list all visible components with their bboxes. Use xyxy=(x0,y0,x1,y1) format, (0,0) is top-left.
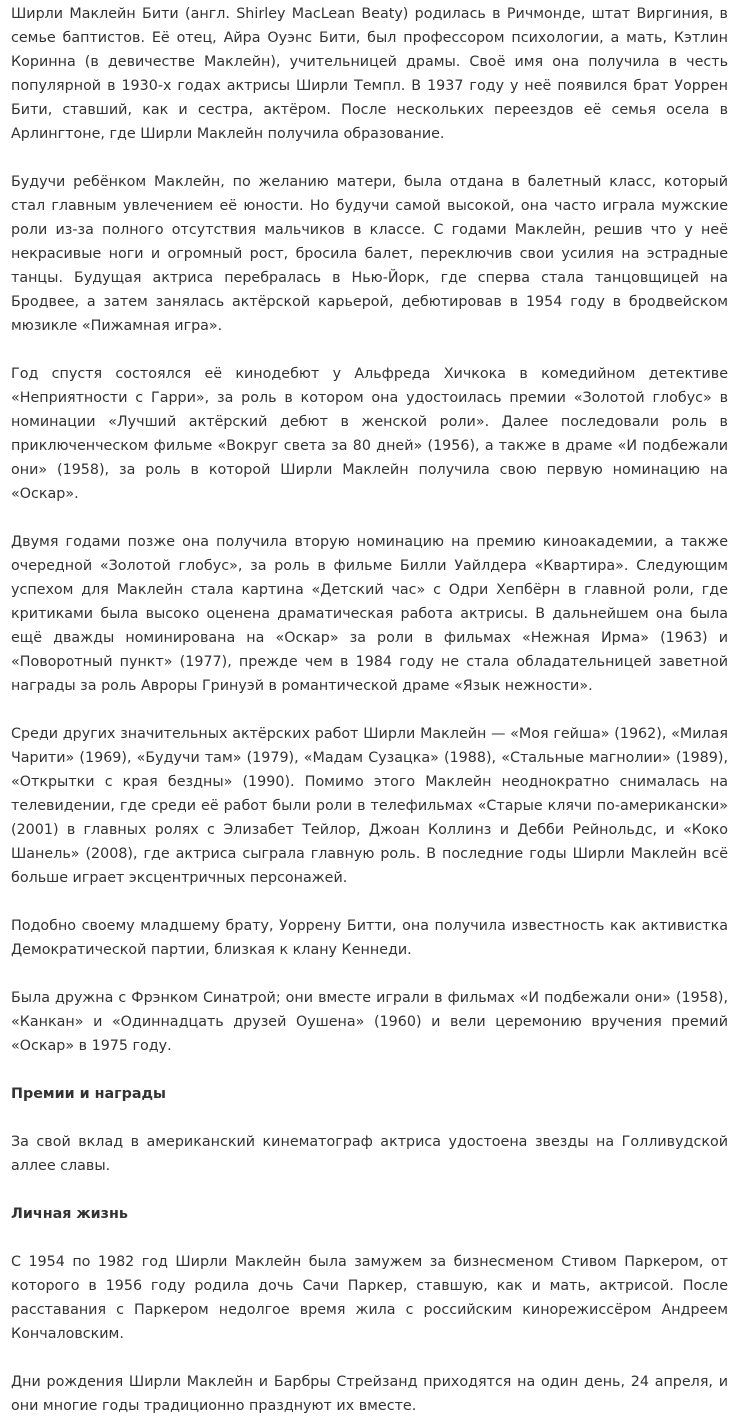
section-heading-awards: Премии и награды xyxy=(11,1086,166,1102)
paragraph-sinatra: Была дружна с Фрэнком Синатрой; они вместе играли в фильмах «И подбежали они» (1958), «Канкан» и «Одиннадцать друзей Оушена» (1960) и вели церемонию вручения премий «Оскар» в 1975 году. xyxy=(11,990,728,1054)
paragraph-marriage: С 1954 по 1982 год Ширли Маклейн была замужем за бизнесменом Стивом Паркером, от которого в 1956 году родила дочь Сачи Паркер, ставшую, как и мать, актрисой. После расставания с Паркером недолгое время жила с российским кинорежиссёром Андреем Кончаловским. xyxy=(11,1254,728,1342)
paragraph-film-debut: Год спустя состоялся её кинодебют у Альфреда Хичкока в комедийном детективе «Неприятности с Гарри», за роль в котором она удостоилась премии «Золотой глобус» в номинации «Лучший актёрский дебют в женской роли». Далее последовали роль в приключенческом фильме «Вокруг света за 80 дней» (1956), а также в драме «И подбежали они» (1958), за роль в которой Ширли Маклейн получила свою первую номинацию на «Оскар». xyxy=(11,366,728,502)
paragraph-birth: Ширли Маклейн Бити (англ. Shirley MacLean Beaty) родилась в Ричмонде, штат Виргиния, в семье баптистов. Её отец, Айра Оуэнс Бити, был профессором психологии, а мать, Кэтлин Коринна (в девичестве Маклейн), учительницей драмы. Своё имя она получила в честь популярной в 1930-х годах актрисы Ширли Темпл. В 1937 году у неё появился брат Уоррен Бити, ставший, как и сестра, актёром. После нескольких переездов её семья осела в Арлингтоне, где Ширли Маклейн получила образование. xyxy=(11,6,728,142)
paragraph-oscar-nominations: Двумя годами позже она получила вторую номинацию на премию киноакадемии, а также очередной «Золотой глобус», за роль в фильме Билли Уайлдера «Квартира». Следующим успехом для Маклейн стала картина «Детский час» с Одри Хепбёрн в главной роли, где критиками была высоко оценена драматическая работа актрисы. В дальнейшем она была ещё дважды номинирована на «Оскар» за роли в фильмах «Нежная Ирма» (1963) и «Поворотный пункт» (1977), прежде чем в 1984 году не стала обладательницей заветной награды за роль Авроры Гринуэй в романтической драме «Язык нежности». xyxy=(11,534,728,694)
paragraph-childhood-ballet: Будучи ребёнком Маклейн, по желанию матери, была отдана в балетный класс, который стал главным увлечением её юности. Но будучи самой высокой, она часто играла мужские роли из-за полного отсутствия мальчиков в классе. С годами Маклейн, решив что у неё некрасивые ноги и огромный рост, бросила балет, переключив свои усилия на эстрадные танцы. Будущая актриса перебралась в Нью-Йорк, где сперва стала танцовщицей на Бродвее, а затем занялась актёрской карьерой, дебютировав в 1954 году в бродвейском мюзикле «Пижамная игра». xyxy=(11,174,728,334)
paragraph-awards: За свой вклад в американский кинематограф актриса удостоена звезды на Голливудской аллее славы. xyxy=(11,1134,728,1174)
paragraph-birthday: Дни рождения Ширли Маклейн и Барбры Стрейзанд приходятся на один день, 24 апреля, и они многие годы традиционно празднуют их вместе. xyxy=(11,1374,728,1414)
paragraph-other-works: Среди других значительных актёрских работ Ширли Маклейн — «Моя гейша» (1962), «Милая Чарити» (1969), «Будучи там» (1979), «Мадам Сузацка» (1988), «Стальные магнолии» (1989), «Открытки с края бездны» (1990). Помимо этого Маклейн неоднократно снималась на телевидении, где среди её работ были роли в телефильмах «Старые клячи по-американски» (2001) в главных ролях с Элизабет Тейлор, Джоан Коллинз и Дебби Рейнольдс, и «Коко Шанель» (2008), где актриса сыграла главную роль. В последние годы Ширли Маклейн всё больше играет эксцентричных персонажей. xyxy=(11,726,728,886)
paragraph-political-activity: Подобно своему младшему брату, Уоррену Битти, она получила известность как активистка Демократической партии, близкая к клану Кеннеди. xyxy=(11,918,728,958)
section-heading-personal-life: Личная жизнь xyxy=(11,1206,128,1222)
